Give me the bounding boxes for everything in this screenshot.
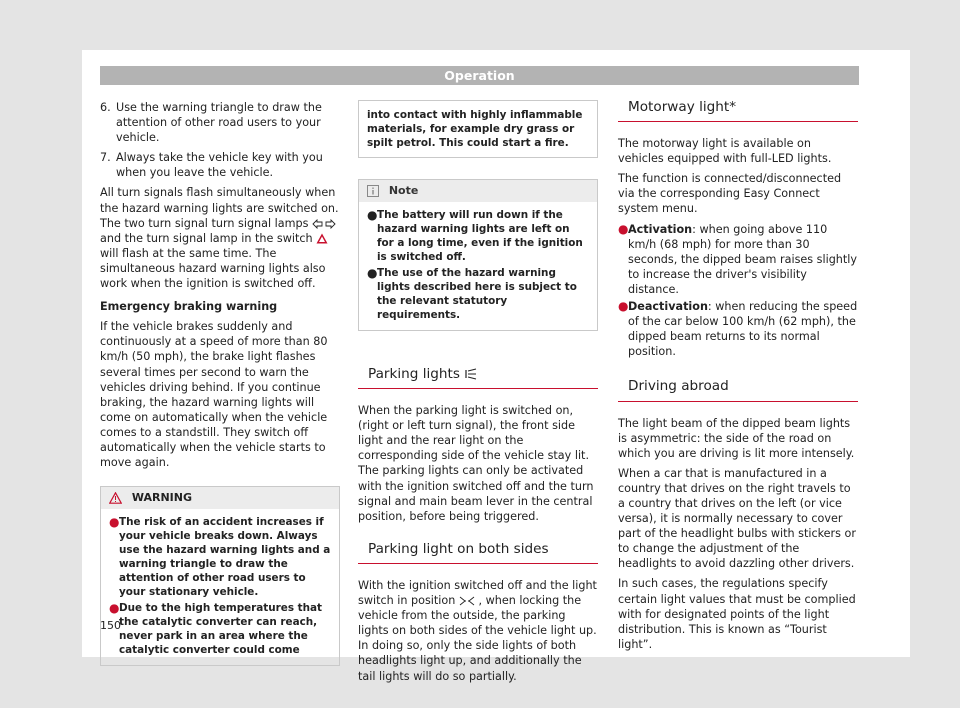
- bullet-icon: ●: [109, 601, 120, 616]
- list-item: ● The use of the hazard warning lights described here is subject to the relevant statutory requirements.: [367, 266, 577, 321]
- section-heading: Driving abroad: [618, 379, 858, 401]
- list-item: ● Deactivation: when reducing the speed of the car below 100 km/h (62 mph), the dipped beam returns to its normal position.: [618, 299, 858, 359]
- section-heading: Parking light on both sides: [358, 542, 598, 564]
- list-item: 7. Always take the vehicle key with you when you leave the vehicle.: [100, 151, 323, 180]
- section-heading: Motorway light*: [618, 100, 858, 122]
- warning-box: [100, 486, 340, 666]
- list-item: ● Due to the high temperatures that the catalytic converter can reach, never park in an area where the catalytic converter could come: [109, 601, 322, 657]
- column-3: [618, 100, 858, 657]
- paragraph: The motorway light is available on vehicles equipped with full-LED lights.: [618, 137, 832, 166]
- paragraph: When a car that is manufactured in a country that drives on the right travels to a country that drives on the left (or vice versa), it is normally necessary to cover part of the headlight bulbs with stickers or to change the adjustment of the headlights to avoid dazzling other drivers.: [618, 466, 856, 571]
- bullet-icon: ●: [618, 299, 629, 314]
- section-heading: Parking lights: [358, 367, 598, 389]
- bullet-icon: ●: [367, 266, 378, 280]
- list-item: ● The risk of an accident increases if your vehicle breaks down. Always use the hazard warning lights and a warning triangle to draw the attention of other road users to your stationary vehicle.: [109, 515, 331, 599]
- list-item: ● Activation: when going above 110 km/h (68 mph) for more than 30 seconds, the dipped beam raises slightly to increase the driver's visibility distance.: [618, 221, 858, 296]
- paragraph: With the ignition switched off and the light switch in position , when locking the vehicle from the outside, the parking lights on both sides of the vehicle light up. In doing so, only the side lights of both headlights light up, and additionally the tail lights will do so partially.: [358, 578, 597, 683]
- bullet-icon: ●: [367, 208, 378, 222]
- side-light-icon: [459, 594, 479, 607]
- hazard-triangle-icon: [316, 232, 328, 245]
- paragraph: The function is connected/disconnected via the corresponding Easy Connect system menu.: [618, 172, 842, 216]
- paragraph: The light beam of the dipped beam lights is asymmetric: the side of the road on which you are driving is lit more intensely.: [618, 416, 855, 460]
- column-2: [358, 100, 598, 689]
- page-number: 150: [100, 619, 121, 632]
- warning-triangle-icon: [109, 491, 126, 504]
- parking-light-icon: [464, 366, 478, 382]
- paragraph: In such cases, the regulations specify certain light values that must be complied with for designated points of the light distribution. This is known as “Tourist light”.: [618, 577, 856, 651]
- bullet-icon: ●: [109, 515, 120, 530]
- turn-signal-arrows-icon: [312, 217, 336, 230]
- bullet-icon: ●: [618, 221, 629, 236]
- warning-box-continued: into contact with highly inflammable materials, for example dry grass or spilt petrol. This could start a fire.: [358, 100, 598, 158]
- list-item: ● The battery will run down if the hazard warning lights are left on for a long time, even if the ignition is switched off.: [367, 208, 583, 263]
- info-icon: [367, 184, 383, 197]
- list-item: 6. Use the warning triangle to draw the attention of other road users to your vehicle.: [100, 101, 322, 145]
- paragraph: If the vehicle brakes suddenly and continuously at a speed of more than 80 km/h (50 mph), the brake light flashes several times per second to warn the vehicles driving behind. If you continue braking, the hazard warning lights will come on automatically when the vehicle comes to a standstill. They switch off automatically when the vehicle starts to move again.: [100, 320, 328, 470]
- warning-title: WARNING: [131, 491, 192, 505]
- paragraph: When the parking light is switched on, (right or left turn signal), the front side light and the rear light on the corresponding side of the vehicle stay lit. The parking lights can only be activated with the ignition switched off and the turn signal and main beam lever in the central position, before being triggered.: [358, 404, 594, 523]
- note-title: Note: [388, 184, 419, 197]
- column-1: [100, 100, 340, 666]
- note-box: [358, 179, 598, 331]
- subheading: Emergency braking warning: [100, 300, 278, 314]
- page-header: Operation: [100, 66, 859, 85]
- paragraph: All turn signals flash simultaneously when the hazard warning lights are switched on. The two turn signal turn signal lamps and the turn signal lamp in the switch will flash at the same time. The simultaneous hazard warning lights also work when the ignition is switched off.: [100, 186, 339, 291]
